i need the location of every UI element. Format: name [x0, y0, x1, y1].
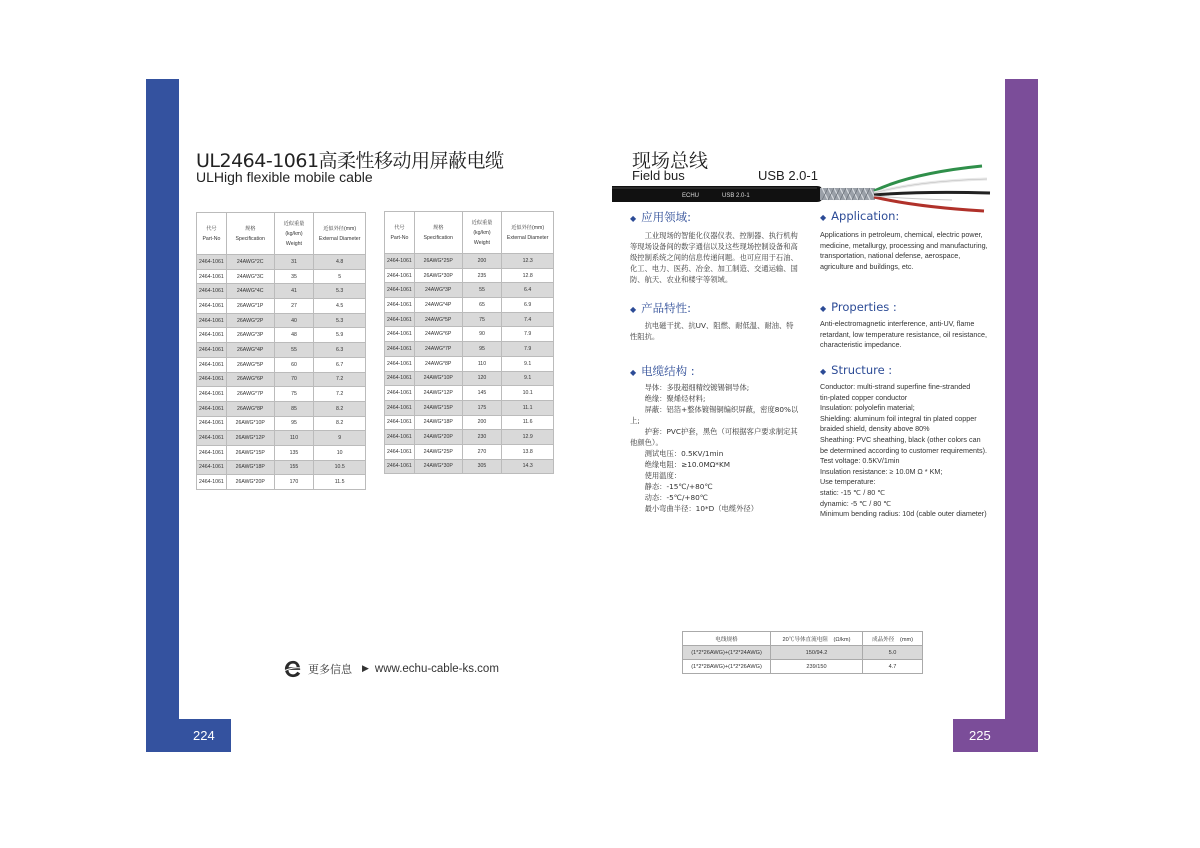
- table-cell: 24AWG*18P: [414, 415, 462, 430]
- text-line: retardant, low temperature resistance, oil resistance,: [820, 329, 987, 339]
- table-cell: 55: [462, 283, 502, 298]
- table-cell: 24AWG*20P: [414, 430, 462, 445]
- table-cell: 2464-1061: [197, 445, 227, 460]
- table-cell: 2464-1061: [197, 401, 227, 416]
- table-cell: 35: [274, 269, 314, 284]
- column-header: 电线规格: [683, 632, 771, 646]
- table-row: [197, 431, 366, 446]
- table-cell: 7.2: [314, 372, 366, 387]
- table-row: [197, 299, 366, 314]
- table-cell: 27: [274, 299, 314, 314]
- table-cell: 24AWG*4P: [414, 298, 462, 313]
- properties-en-text: [820, 319, 1000, 351]
- header-spec: 规格 Specification: [226, 213, 274, 255]
- structure-en-heading: ◆ Structure :: [820, 363, 893, 377]
- table-cell: 26AWG*10P: [226, 416, 274, 431]
- table-cell: 24AWG*3C: [226, 269, 274, 284]
- table-cell: 2464-1061: [197, 299, 227, 314]
- table-cell: 11.6: [502, 415, 554, 430]
- table-row: [197, 445, 366, 460]
- table-cell: 60: [274, 357, 314, 372]
- table-row: [385, 415, 554, 430]
- table-cell: 2464-1061: [197, 460, 227, 475]
- diamond-icon: ◆: [630, 368, 637, 377]
- table-cell: 7.9: [502, 327, 554, 342]
- text-line: 性阻抗。: [630, 332, 660, 341]
- table-cell: 55: [274, 343, 314, 358]
- left-title-cn: UL2464-1061高柔性移动用屏蔽电缆: [196, 150, 504, 172]
- text-line: 绝缘电阻：≥10.0MΩ*KM: [630, 460, 731, 469]
- table-cell: 2464-1061: [197, 431, 227, 446]
- table-cell: 2464-1061: [197, 269, 227, 284]
- text-line: 屏蔽：铝箔+整体镀锡铜编织屏蔽，密度80%以: [630, 405, 799, 414]
- table-cell: 26AWG*5P: [226, 357, 274, 372]
- table-row: [385, 327, 554, 342]
- spec-table-1-body: [197, 255, 366, 490]
- table-cell: 2464-1061: [197, 387, 227, 402]
- table-cell: 230: [462, 430, 502, 445]
- table-cell: 7.9: [502, 342, 554, 357]
- table-cell: (1*2*28AWG)+(1*2*26AWG): [683, 660, 771, 674]
- table-row: [385, 268, 554, 283]
- table-cell: 26AWG*25P: [414, 254, 462, 269]
- header-spec: 规格 Specification: [414, 212, 462, 254]
- table-cell: 2464-1061: [385, 386, 415, 401]
- text-line: tin-plated copper conductor: [820, 392, 908, 402]
- text-line: Test voltage: 0.5KV/1min: [820, 456, 900, 466]
- table-row: [385, 444, 554, 459]
- header-weight: 近似重量 (kg/km) Weight: [462, 212, 502, 254]
- text-line: Shielding: aluminum foil integral tin plated copper: [820, 413, 977, 423]
- table-cell: 270: [462, 444, 502, 459]
- table-row: [197, 475, 366, 490]
- application-cn-heading: ◆ 应用领域:: [630, 210, 692, 224]
- table-cell: 90: [462, 327, 502, 342]
- table-cell: 110: [462, 356, 502, 371]
- table-cell: 24AWG*7P: [414, 342, 462, 357]
- more-info[interactable]: [284, 659, 499, 679]
- table-cell: 2464-1061: [385, 254, 415, 269]
- table-cell: 2464-1061: [385, 430, 415, 445]
- table-cell: 12.3: [502, 254, 554, 269]
- diamond-icon: ◆: [820, 367, 827, 376]
- right-title-en: Field bus: [632, 168, 685, 183]
- table-cell: 175: [462, 400, 502, 415]
- table-row: [197, 387, 366, 402]
- table-cell: 120: [462, 371, 502, 386]
- resistance-table: [682, 631, 923, 674]
- table-cell: 14.3: [502, 459, 554, 474]
- table-cell: 2464-1061: [385, 371, 415, 386]
- properties-cn-text: [630, 320, 805, 342]
- table-cell: 145: [462, 386, 502, 401]
- diamond-icon: ◆: [820, 213, 827, 222]
- table-cell: 2464-1061: [385, 298, 415, 313]
- table-cell: 305: [462, 459, 502, 474]
- table-cell: 170: [274, 475, 314, 490]
- table-cell: 10: [314, 445, 366, 460]
- resistance-table-body: [683, 646, 923, 674]
- table-cell: 2464-1061: [385, 356, 415, 371]
- right-page-number: 225: [953, 719, 1038, 752]
- table-cell: 2464-1061: [197, 255, 227, 270]
- table-cell: 135: [274, 445, 314, 460]
- table-row: [385, 356, 554, 371]
- application-cn-text: [630, 230, 805, 285]
- table-cell: 48: [274, 328, 314, 343]
- right-title-cn: 现场总线: [632, 150, 709, 172]
- text-line: 抗电磁干扰、抗UV、阻燃、耐低温、耐油、特: [630, 321, 794, 330]
- table-cell: 40: [274, 313, 314, 328]
- table-cell: 24AWG*4C: [226, 284, 274, 299]
- table-cell: 26AWG*1P: [226, 299, 274, 314]
- structure-cn-text: [630, 382, 805, 514]
- table-cell: 9.1: [502, 371, 554, 386]
- header-code: 代号 Part-No: [197, 213, 227, 255]
- table-row: [385, 400, 554, 415]
- right-model: USB 2.0-1: [758, 168, 818, 183]
- table-row: [683, 660, 923, 674]
- column-header: 20℃导体直流电阻 (Ω/km): [771, 632, 863, 646]
- left-title-en: ULHigh flexible mobile cable: [196, 169, 373, 185]
- table-cell: 26AWG*12P: [226, 431, 274, 446]
- table-row: [385, 312, 554, 327]
- table-cell: 6.4: [502, 283, 554, 298]
- table-cell: 110: [274, 431, 314, 446]
- text-line: 动态：-5℃/+80℃: [630, 493, 709, 502]
- table-cell: 6.7: [314, 357, 366, 372]
- table-cell: 24AWG*12P: [414, 386, 462, 401]
- text-line: 防、航天、农业和楼宇等领域。: [630, 275, 733, 284]
- text-line: 最小弯曲半径：10*D（电缆外径）: [630, 504, 759, 513]
- text-line: 导体：多股超细精绞镀锡铜导体;: [630, 383, 750, 392]
- properties-en-heading: ◆ Properties :: [820, 300, 897, 314]
- table-row: [385, 386, 554, 401]
- text-line: 上;: [630, 416, 640, 425]
- text-line: 静态：-15℃/+80℃: [630, 482, 713, 491]
- table-cell: 24AWG*8P: [414, 356, 462, 371]
- text-line: Minimum bending radius: 10d (cable outer diameter): [820, 509, 987, 519]
- table-cell: 2464-1061: [197, 372, 227, 387]
- table-cell: 95: [462, 342, 502, 357]
- table-cell: 5.0: [863, 646, 923, 660]
- table-cell: 4.7: [863, 660, 923, 674]
- header-diameter: 近似外径(mm) External Diameter: [502, 212, 554, 254]
- table-cell: 2464-1061: [197, 313, 227, 328]
- table-cell: 2464-1061: [197, 357, 227, 372]
- text-line: Conductor: multi-strand superfine fine-stranded: [820, 382, 971, 391]
- table-cell: 200: [462, 415, 502, 430]
- table-cell: 75: [274, 387, 314, 402]
- text-line: 护套：PVC护套，黑色（可根据客户要求制定其: [630, 427, 798, 436]
- text-line: transportation, national defense, aerospace,: [820, 251, 961, 261]
- text-line: 工业现场的智能化仪器仪表、控制器、执行机构: [630, 231, 798, 240]
- right-color-bar: [1005, 79, 1038, 752]
- text-line: medicine, metallurgy, processing and manufacturing,: [820, 240, 988, 250]
- table-row: [197, 416, 366, 431]
- text-line: agriculture and buildings, etc.: [820, 261, 914, 271]
- arrow-right-icon: ▶: [362, 664, 369, 674]
- table-cell: 41: [274, 284, 314, 299]
- properties-cn-heading: ◆ 产品特性:: [630, 301, 692, 315]
- spec-table-2-body: [385, 254, 554, 474]
- table-cell: (1*2*26AWG)+(1*2*24AWG): [683, 646, 771, 660]
- more-info-label: 更多信息: [308, 663, 352, 676]
- structure-en-text: [820, 382, 1005, 520]
- table-cell: 75: [462, 312, 502, 327]
- table-cell: 11.5: [314, 475, 366, 490]
- table-cell: 2464-1061: [197, 343, 227, 358]
- table-cell: 65: [462, 298, 502, 313]
- text-line: Use temperature:: [820, 477, 876, 487]
- table-cell: 10.1: [502, 386, 554, 401]
- table-cell: 5.3: [314, 284, 366, 299]
- cable-brand-print: ECHU: [682, 193, 700, 199]
- table-cell: 11.1: [502, 400, 554, 415]
- table-cell: 5.3: [314, 313, 366, 328]
- table-cell: 24AWG*2C: [226, 255, 274, 270]
- table-cell: 24AWG*5P: [414, 312, 462, 327]
- table-cell: 5: [314, 269, 366, 284]
- table-cell: 12.8: [502, 268, 554, 283]
- text-line: 测试电压：0.5KV/1min: [630, 449, 724, 458]
- table-cell: 8.2: [314, 401, 366, 416]
- table-cell: 235: [462, 268, 502, 283]
- table-cell: 9: [314, 431, 366, 446]
- table-cell: 24AWG*6P: [414, 327, 462, 342]
- table-row: [385, 342, 554, 357]
- text-line: Anti-electromagnetic interference, anti-UV, flame: [820, 319, 975, 328]
- table-row: [197, 328, 366, 343]
- column-header: 成品外径 (mm): [863, 632, 923, 646]
- table-row: [197, 284, 366, 299]
- table-row: [683, 646, 923, 660]
- table-cell: 2464-1061: [385, 444, 415, 459]
- website-link[interactable]: www.echu-cable-ks.com: [374, 663, 499, 675]
- table-cell: 2464-1061: [197, 328, 227, 343]
- resistance-table-header: [683, 632, 923, 646]
- spec-table-1: [196, 212, 366, 490]
- diamond-icon: ◆: [630, 214, 637, 223]
- table-cell: 4.8: [314, 255, 366, 270]
- text-line: Sheathing: PVC sheathing, black (other colors can: [820, 434, 981, 444]
- echu-logo-icon: [284, 659, 302, 679]
- table-row: [197, 255, 366, 270]
- table-cell: 31: [274, 255, 314, 270]
- table-cell: 2464-1061: [385, 342, 415, 357]
- table-cell: 26AWG*8P: [226, 401, 274, 416]
- diamond-icon: ◆: [630, 305, 637, 314]
- text-line: be determined according to customer requirements).: [820, 445, 987, 455]
- table-cell: 2464-1061: [385, 415, 415, 430]
- table-cell: 13.8: [502, 444, 554, 459]
- table-cell: 70: [274, 372, 314, 387]
- table-cell: 95: [274, 416, 314, 431]
- table-row: [197, 401, 366, 416]
- table-row: [385, 298, 554, 313]
- spec-table-2: [384, 211, 554, 474]
- table-cell: 6.3: [314, 343, 366, 358]
- table-row: [197, 313, 366, 328]
- table-cell: 2464-1061: [197, 416, 227, 431]
- table-cell: 4.5: [314, 299, 366, 314]
- table-cell: 24AWG*15P: [414, 400, 462, 415]
- table-cell: 2464-1061: [385, 459, 415, 474]
- table-row: [197, 357, 366, 372]
- table-cell: 12.9: [502, 430, 554, 445]
- table-row: [197, 269, 366, 284]
- header-code: 代号 Part-No: [385, 212, 415, 254]
- text-line: 绝缘：聚烯烃材料;: [630, 394, 706, 403]
- table-row: [197, 460, 366, 475]
- table-row: [197, 372, 366, 387]
- table-cell: 8.2: [314, 416, 366, 431]
- table-cell: 24AWG*10P: [414, 371, 462, 386]
- header-diameter: 近似外径(mm) External Diameter: [314, 213, 366, 255]
- table-cell: 24AWG*3P: [414, 283, 462, 298]
- table-cell: 26AWG*15P: [226, 445, 274, 460]
- text-line: Insulation: polyolefin material;: [820, 403, 915, 413]
- table-cell: 2464-1061: [385, 283, 415, 298]
- table-cell: 6.9: [502, 298, 554, 313]
- left-page: [146, 79, 592, 752]
- table-cell: 2464-1061: [197, 284, 227, 299]
- catalog-spread: [146, 79, 1038, 752]
- table-cell: 9.1: [502, 356, 554, 371]
- table-cell: 7.4: [502, 312, 554, 327]
- text-line: 化工、电力、医药、冶金、加工制造、交通运输、国: [630, 264, 798, 273]
- table-cell: 24AWG*25P: [414, 444, 462, 459]
- text-line: Insulation resistance: ≥ 10.0M Ω * KM;: [820, 466, 943, 476]
- cable-model-print: USB 2.0-1: [722, 193, 750, 199]
- text-line: 使用温度：: [630, 471, 682, 480]
- header-weight: 近似重量 (kg/km) Weight: [274, 213, 314, 255]
- left-page-number: 224: [146, 719, 231, 752]
- table-cell: 26AWG*20P: [226, 475, 274, 490]
- text-line: characteristic impedance.: [820, 340, 902, 350]
- table-row: [385, 430, 554, 445]
- table-cell: 24AWG*30P: [414, 459, 462, 474]
- table-cell: 26AWG*6P: [226, 372, 274, 387]
- table-row: [385, 254, 554, 269]
- table-cell: 26AWG*30P: [414, 268, 462, 283]
- table-cell: 150/94.2: [771, 646, 863, 660]
- application-en-text: [820, 230, 1000, 272]
- text-line: 等现场设备间的数字通信以及这些现场控制设备和高: [630, 242, 798, 251]
- table-cell: 7.2: [314, 387, 366, 402]
- table-cell: 239/150: [771, 660, 863, 674]
- table-row: [385, 371, 554, 386]
- text-line: Applications in petroleum, chemical, electric power,: [820, 230, 983, 239]
- text-line: braided shield, density above 80%: [820, 424, 930, 434]
- left-color-bar: [146, 79, 179, 752]
- table-cell: 2464-1061: [197, 475, 227, 490]
- text-line: 级控制系统之间的信息传递问题。也可应用于石油、: [630, 253, 798, 262]
- table-cell: 155: [274, 460, 314, 475]
- diamond-icon: ◆: [820, 304, 827, 313]
- table-row: [385, 459, 554, 474]
- table-cell: 26AWG*7P: [226, 387, 274, 402]
- table-cell: 200: [462, 254, 502, 269]
- table-cell: 2464-1061: [385, 268, 415, 283]
- table-row: [197, 343, 366, 358]
- table-row: [385, 283, 554, 298]
- table-cell: 26AWG*3P: [226, 328, 274, 343]
- table-cell: 26AWG*2P: [226, 313, 274, 328]
- table-cell: 2464-1061: [385, 400, 415, 415]
- table-cell: 10.5: [314, 460, 366, 475]
- table-cell: 26AWG*4P: [226, 343, 274, 358]
- text-line: 他颜色）。: [630, 438, 663, 447]
- table-cell: 85: [274, 401, 314, 416]
- structure-cn-heading: ◆ 电缆结构 :: [630, 364, 695, 378]
- table-cell: 26AWG*18P: [226, 460, 274, 475]
- table-cell: 2464-1061: [385, 312, 415, 327]
- application-en-heading: ◆ Application:: [820, 209, 900, 223]
- text-line: static: -15 ℃ / 80 ℃: [820, 487, 886, 497]
- table-cell: 2464-1061: [385, 327, 415, 342]
- table-cell: 5.9: [314, 328, 366, 343]
- text-line: dynamic: -5 ℃ / 80 ℃: [820, 498, 892, 508]
